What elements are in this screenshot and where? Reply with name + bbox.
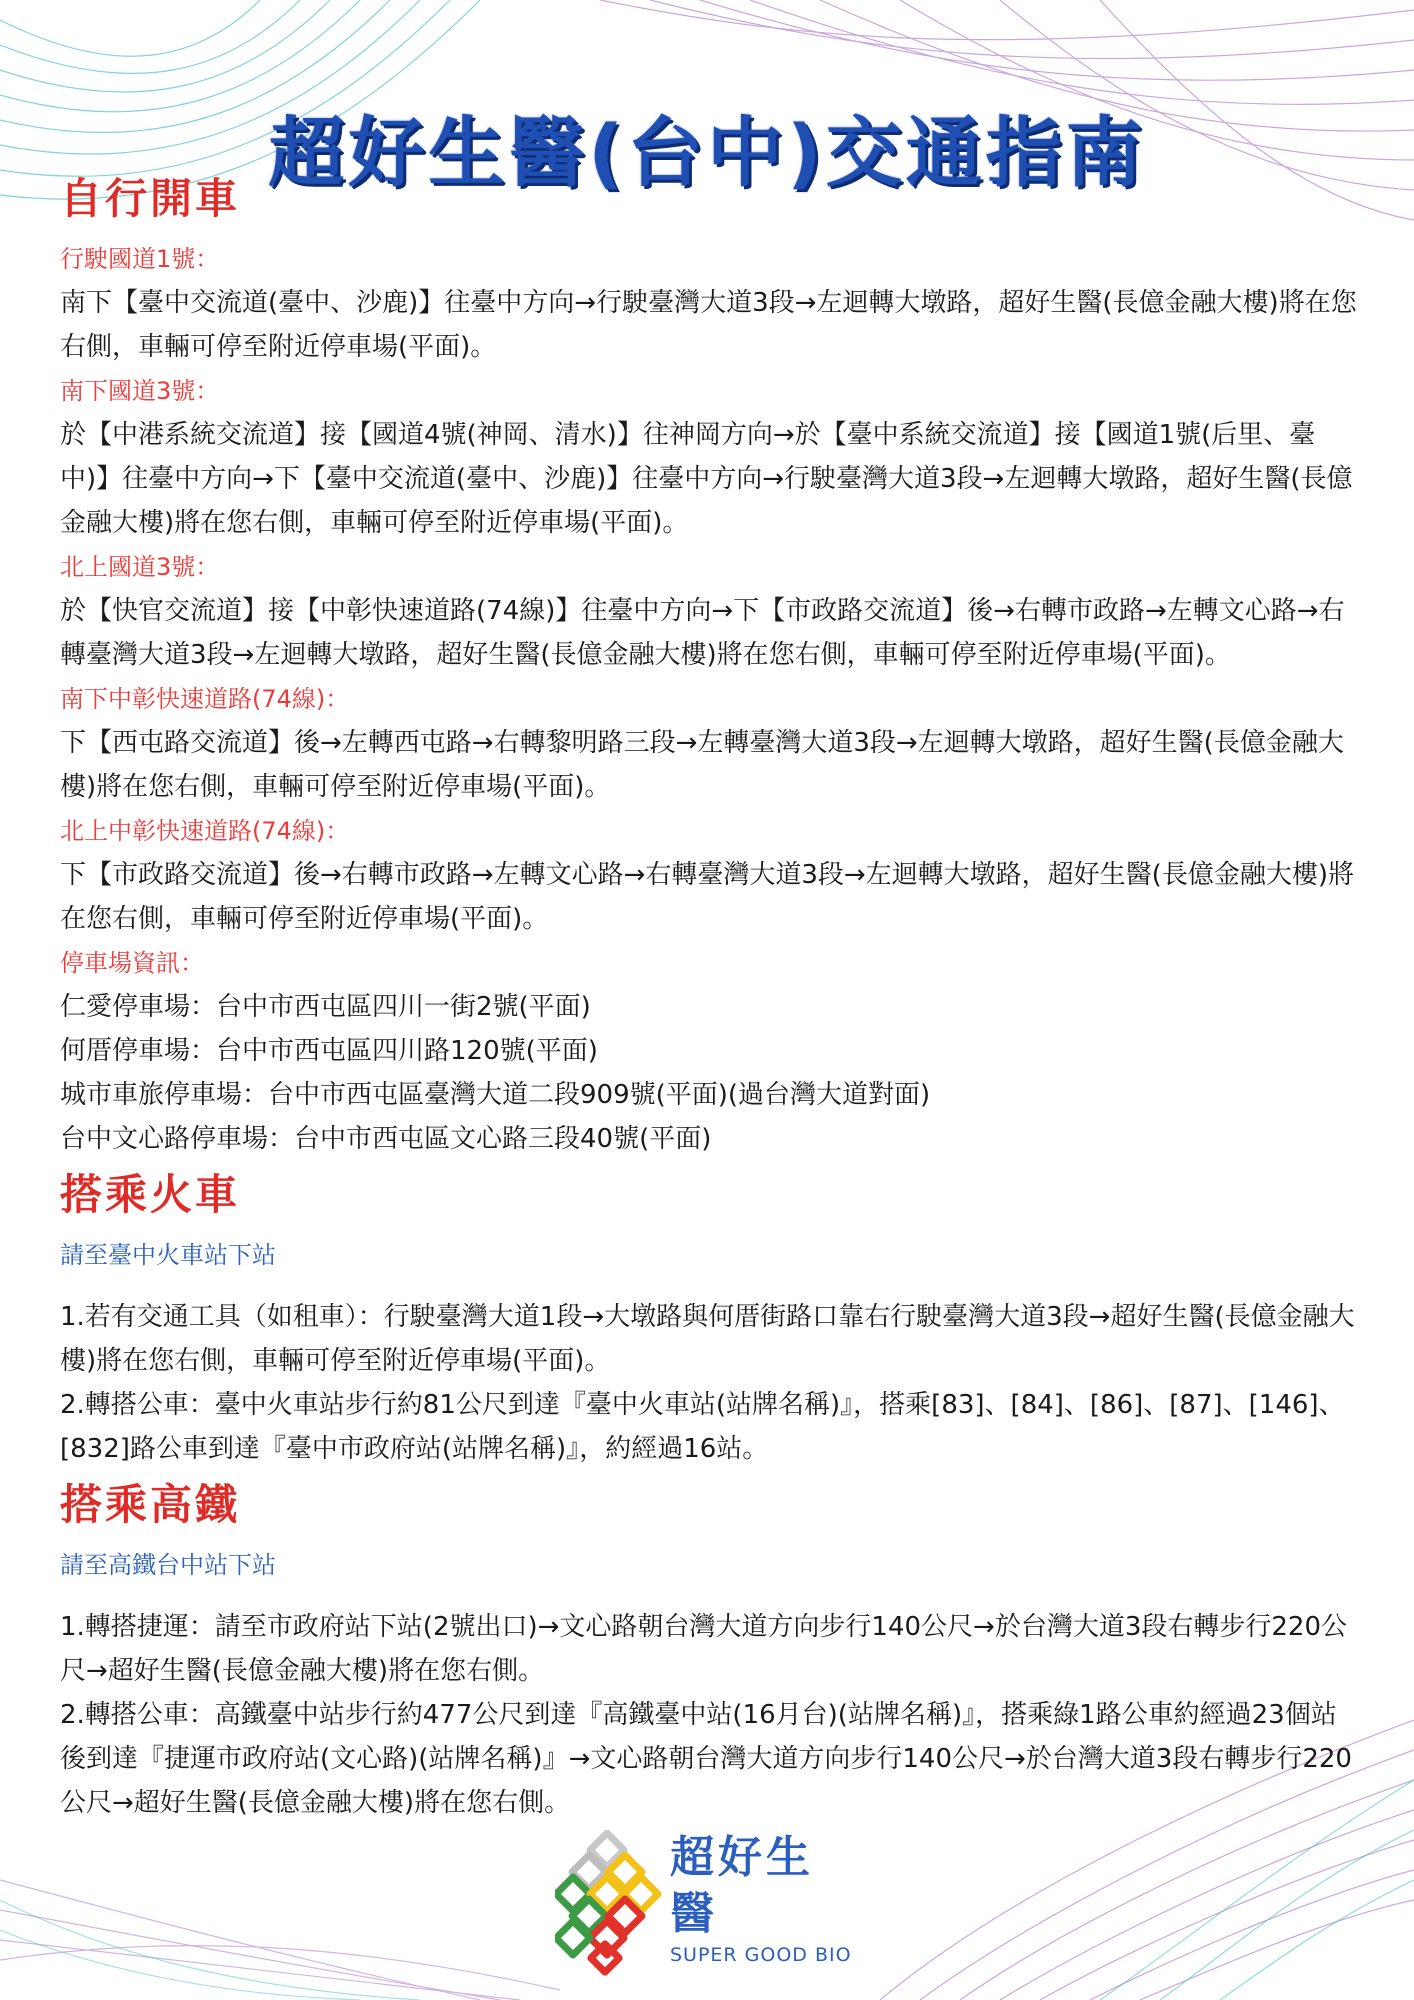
route-heading: 北上國道3號： bbox=[60, 553, 220, 581]
route-heading: 北上中彰快速道路(74線)： bbox=[60, 817, 350, 845]
section-heading-drive: 自行開車 bbox=[60, 174, 241, 223]
section-heading-hsr: 搭乘高鐵 bbox=[60, 1480, 241, 1529]
hsr-option: 1.轉搭捷運：請至市政府站下站(2號出口)→文心路朝台灣大道方向步行140公尺→於台灣大道3段右轉步行220公尺→超好生醫(長億金融大樓)將在您右側。 bbox=[60, 1612, 1348, 1686]
content bbox=[60, 165, 1360, 1825]
parking-item: 仁愛停車場：台中市西屯區四川一街2號(平面) bbox=[60, 992, 591, 1022]
hsr-station-note: 請至高鐵台中站下站 bbox=[60, 1551, 276, 1579]
section-heading-train: 搭乘火車 bbox=[60, 1170, 241, 1219]
route-heading: 南下中彰快速道路(74線)： bbox=[60, 685, 350, 713]
parking-heading: 停車場資訊： bbox=[60, 949, 204, 977]
hsr-option: 2.轉搭公車：高鐵臺中站步行約477公尺到達『高鐵臺中站(16月台)(站牌名稱)』，搭乘綠1路公車約經過23個站後到達『捷運市政府站(文心路)(站牌名稱)』→文心路朝台灣大道方向步行140公尺→於台灣大道3段右轉步行220公尺→超好生醫(長億金融大樓)將在您右側。 bbox=[60, 1700, 1352, 1818]
train-option: 1.若有交通工具（如租車）：行駛臺灣大道1段→大墩路與何厝街路口靠右行駛臺灣大道3段→超好生醫(長億金融大樓)將在您右側，車輛可停至附近停車場(平面)。 bbox=[60, 1302, 1355, 1376]
route-text: 南下【臺中交流道(臺中、沙鹿)】往臺中方向→行駛臺灣大道3段→左迴轉大墩路，超好生醫(長億金融大樓)將在您右側，車輛可停至附近停車場(平面)。 bbox=[60, 288, 1357, 362]
route-text: 下【市政路交流道】後→右轉市政路→左轉文心路→右轉臺灣大道3段→左迴轉大墩路，超好生醫(長億金融大樓)將在您右側，車輛可停至附近停車場(平面)。 bbox=[60, 860, 1354, 934]
parking-item: 台中文心路停車場：台中市西屯區文心路三段40號(平面) bbox=[60, 1124, 712, 1154]
parking-item: 城市車旅停車場：台中市西屯區臺灣大道二段909號(平面)(過台灣大道對面) bbox=[60, 1080, 931, 1110]
route-heading: 行駛國道1號： bbox=[60, 245, 220, 273]
brand-logo bbox=[555, 1830, 855, 1980]
knot-logo-icon bbox=[555, 1830, 665, 1980]
train-option: 2.轉搭公車：臺中火車站步行約81公尺到達『臺中火車站(站牌名稱)』，搭乘[83]、[84]、[86]、[87]、[146]、[832]路公車到達『臺中市政府站(站牌名稱)』，約經過16站。 bbox=[60, 1390, 1345, 1464]
route-text: 下【西屯路交流道】後→左轉西屯路→右轉黎明路三段→左轉臺灣大道3段→左迴轉大墩路，超好生醫(長億金融大樓)將在您右側，車輛可停至附近停車場(平面)。 bbox=[60, 728, 1344, 802]
route-text: 於【中港系統交流道】接【國道4號(神岡、清水)】往神岡方向→於【臺中系統交流道】接【國道1號(后里、臺中)】往臺中方向→下【臺中交流道(臺中、沙鹿)】往臺中方向→行駛臺灣大道3段→左迴轉大墩路，超好生醫(長億金融大樓)將在您右側，車輛可停至附近停車場(平面)。 bbox=[60, 420, 1353, 538]
train-station-note: 請至臺中火車站下站 bbox=[60, 1241, 276, 1269]
route-text: 於【快官交流道】接【中彰快速道路(74線)】往臺中方向→下【市政路交流道】後→右轉市政路→左轉文心路→右轉臺灣大道3段→左迴轉大墩路，超好生醫(長億金融大樓)將在您右側，車輛可停至附近停車場(平面)。 bbox=[60, 596, 1345, 670]
logo-english-name: SUPER GOOD BIO bbox=[670, 1944, 852, 1966]
logo-chinese-name: 超好生醫 bbox=[670, 1832, 814, 1939]
page-title: 超好生醫(台中)交通指南 bbox=[268, 108, 1146, 197]
parking-item: 何厝停車場：台中市西屯區四川路120號(平面) bbox=[60, 1036, 598, 1066]
route-heading: 南下國道3號： bbox=[60, 377, 220, 405]
